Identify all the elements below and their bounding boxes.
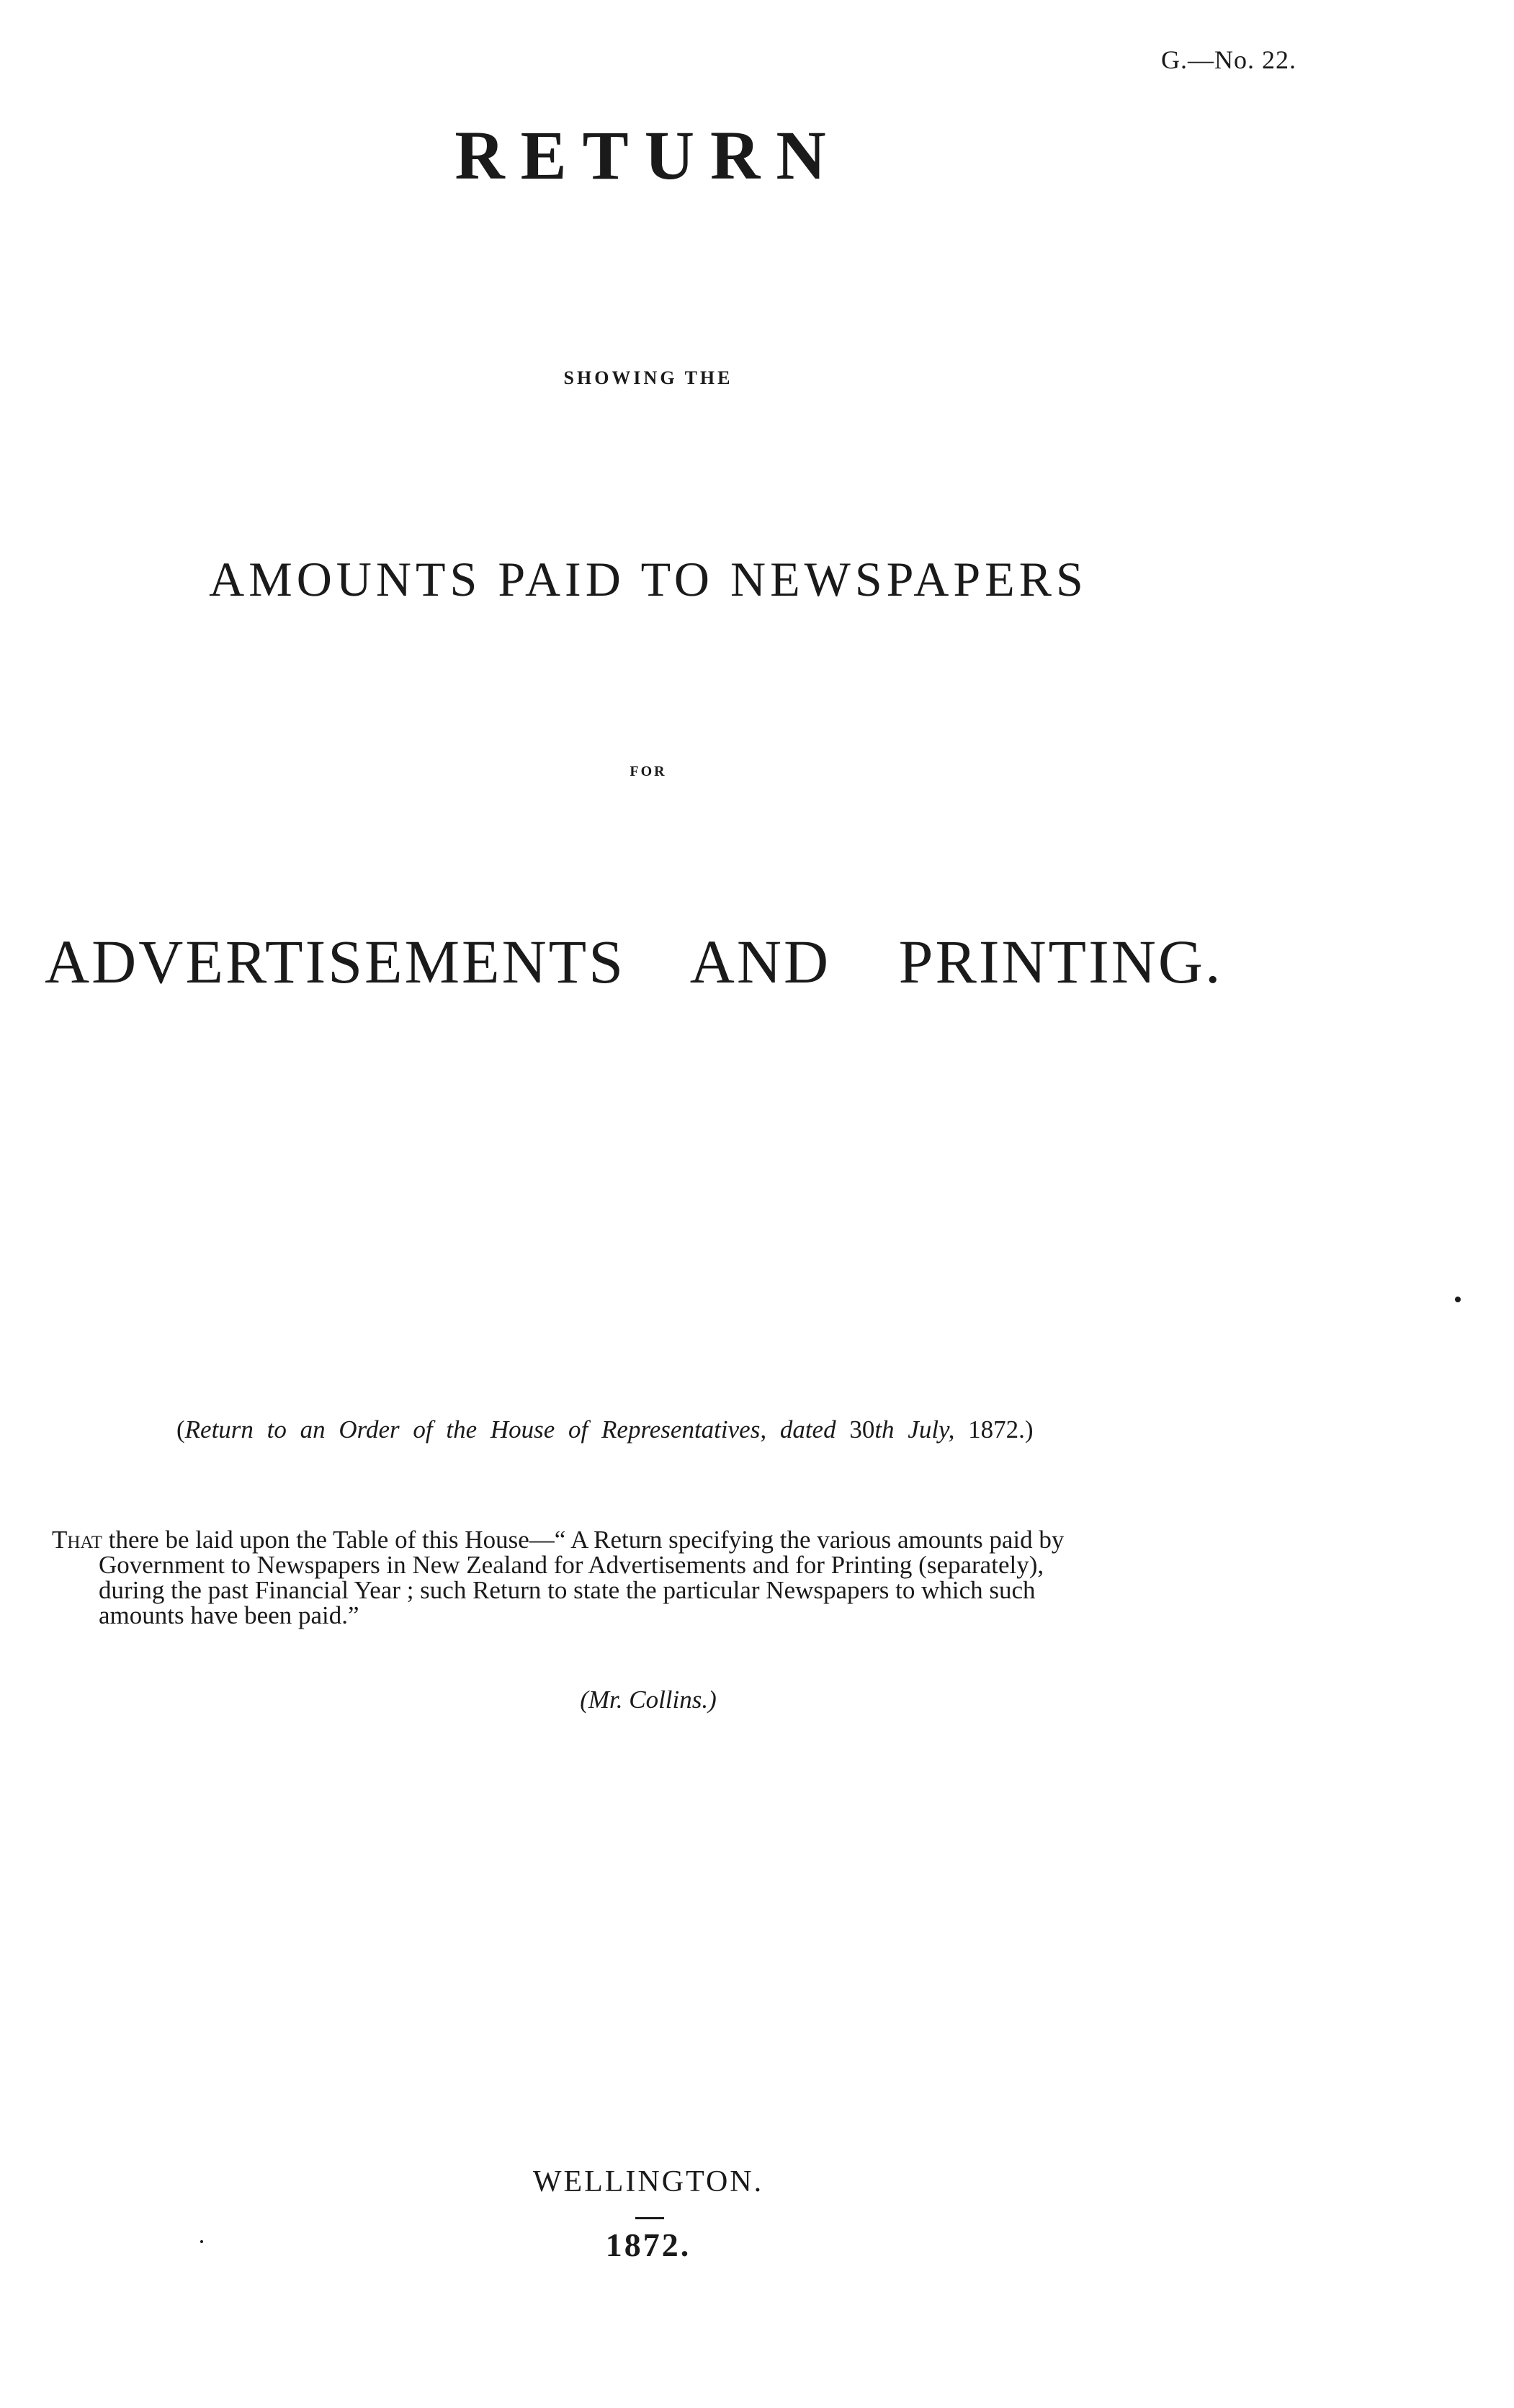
print-speck <box>1455 1297 1461 1302</box>
motion-line-3: during the past Financial Year ; such Return to state the particular Newspapers to which such <box>99 1576 1036 1604</box>
motion-line-2: Government to Newspapers in New Zealand for Advertisements and for Printing (separately), <box>99 1551 1044 1579</box>
order-date-suffix: th July, <box>874 1415 969 1444</box>
for-label: FOR <box>630 764 667 779</box>
object-heading: ADVERTISEMENTS AND PRINTING. <box>45 927 1223 996</box>
imprint-place: WELLINGTON. <box>532 2165 764 2198</box>
order-text: Return to an Order of the House of Representatives, dated <box>184 1415 850 1444</box>
print-speck <box>200 2240 203 2243</box>
order-note: (Return to an Order of the House of Representatives, dated 30th July, 1872.) <box>176 1415 1034 1444</box>
subject-heading: AMOUNTS PAID TO NEWSPAPERS <box>209 552 1088 607</box>
imprint-year: 1872. <box>605 2226 691 2263</box>
return-title: RETURN <box>454 117 842 194</box>
motion-text <box>52 1527 1284 1628</box>
order-date-number: 30 <box>849 1415 875 1444</box>
motion-line-4: amounts have been paid.” <box>99 1601 359 1629</box>
document-reference: G.—No. 22. <box>1161 45 1296 74</box>
mover-attribution: (Mr. Collins.) <box>580 1686 717 1714</box>
imprint-rule <box>635 2217 664 2219</box>
order-year: 1872. <box>968 1415 1025 1444</box>
motion-line-1: That there be laid upon the Table of this House—“ A Return specifying the various amounts paid by <box>52 1526 1065 1554</box>
showing-the-label: SHOWING THE <box>563 367 733 388</box>
motion-lead-word: That <box>52 1526 102 1554</box>
